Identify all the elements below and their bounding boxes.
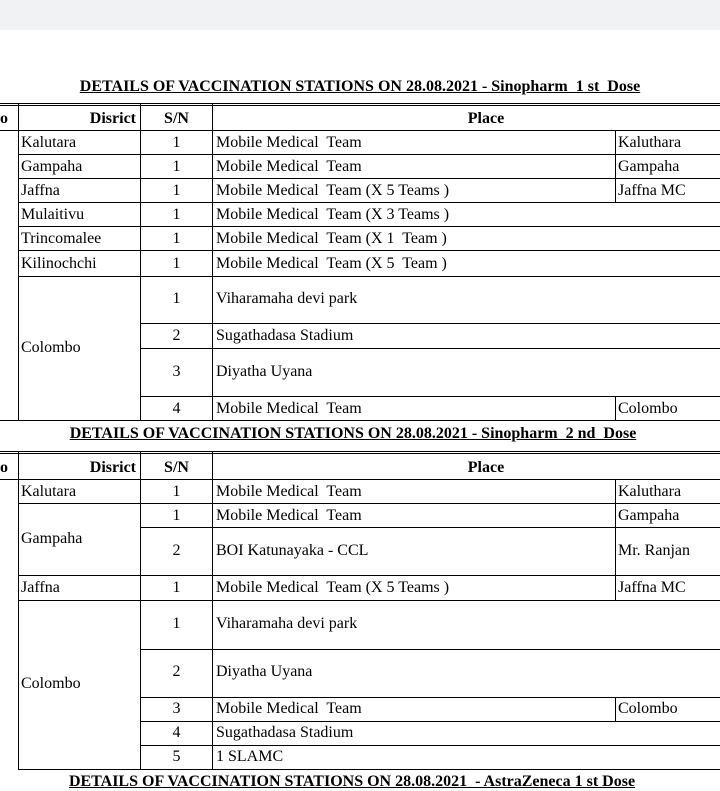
viewer-top-bar <box>0 0 720 30</box>
s1-header-district: Disrict <box>89 110 136 127</box>
s1-colombo-district: Colombo <box>21 339 81 356</box>
document-page: DETAILS OF VACCINATION STATIONS ON 28.08.2021 - Sinopharm 1 st Dose o Disrict S/N Place Kalutara 1 Mobile Medical Team Kaluthara Gampaha 1 Mobile Medical Team Gampaha Jaffna 1 Mobile Medical Team (X 5 Teams ) Jaffna MC Mulaitivu 1 Mobile Medical Team (X 3 Teams ) Trincomalee 1 Mobile Medical Team (X 1 Team ) Kilinochchi 1 Mobile Medical Team (X 5 Team ) Colombo 1 Viharamaha devi park 2 Sugathadasa Stadium 3 Diyatha Uyana 4 Mobile Medical Team Colombo DETAILS OF VACCINATION STATIONS ON 28.08.2021 - Sinopharm 2 nd Dose o Disrict S/N Place Kalutara 1 Mobile Medical Team Kaluthara Gampaha 1 Mobile Medical Team Gampaha 2 BOI Katunayaka - CCL Mr. Ranjan Jaffna 1 Mobile Medical Team (X 5 Teams ) Jaffna MC Colombo 1 Viharamaha devi park 2 Diyatha Uyana 3 Mobile Medical Team Colombo 4 Sugathadasa Stadium 5 1 SLAMC DETAILS OF VACCINATION STATIONS ON 28.08.2021 - AstraZeneca 1 st Dose <box>0 30 720 781</box>
s1-header-place: Place <box>467 110 505 127</box>
s2-header-district: Disrict <box>89 459 136 476</box>
s2-header-no: o <box>0 459 8 476</box>
s1-header-no: o <box>0 110 8 127</box>
s2-header-place: Place <box>467 459 505 476</box>
s2-header-sn: S/N <box>164 459 189 476</box>
s1-header-sn: S/N <box>164 110 189 127</box>
section3-title: DETAILS OF VACCINATION STATIONS ON 28.08.2021 - AstraZeneca 1 st Dose <box>68 773 636 790</box>
section1-title: DETAILS OF VACCINATION STATIONS ON 28.08.2021 - Sinopharm 1 st Dose <box>79 78 641 95</box>
s2-gampaha-district: Gampaha <box>21 530 83 547</box>
s2-colombo-district: Colombo <box>21 675 81 692</box>
section2-title: DETAILS OF VACCINATION STATIONS ON 28.08.2021 - Sinopharm 2 nd Dose <box>69 425 637 442</box>
